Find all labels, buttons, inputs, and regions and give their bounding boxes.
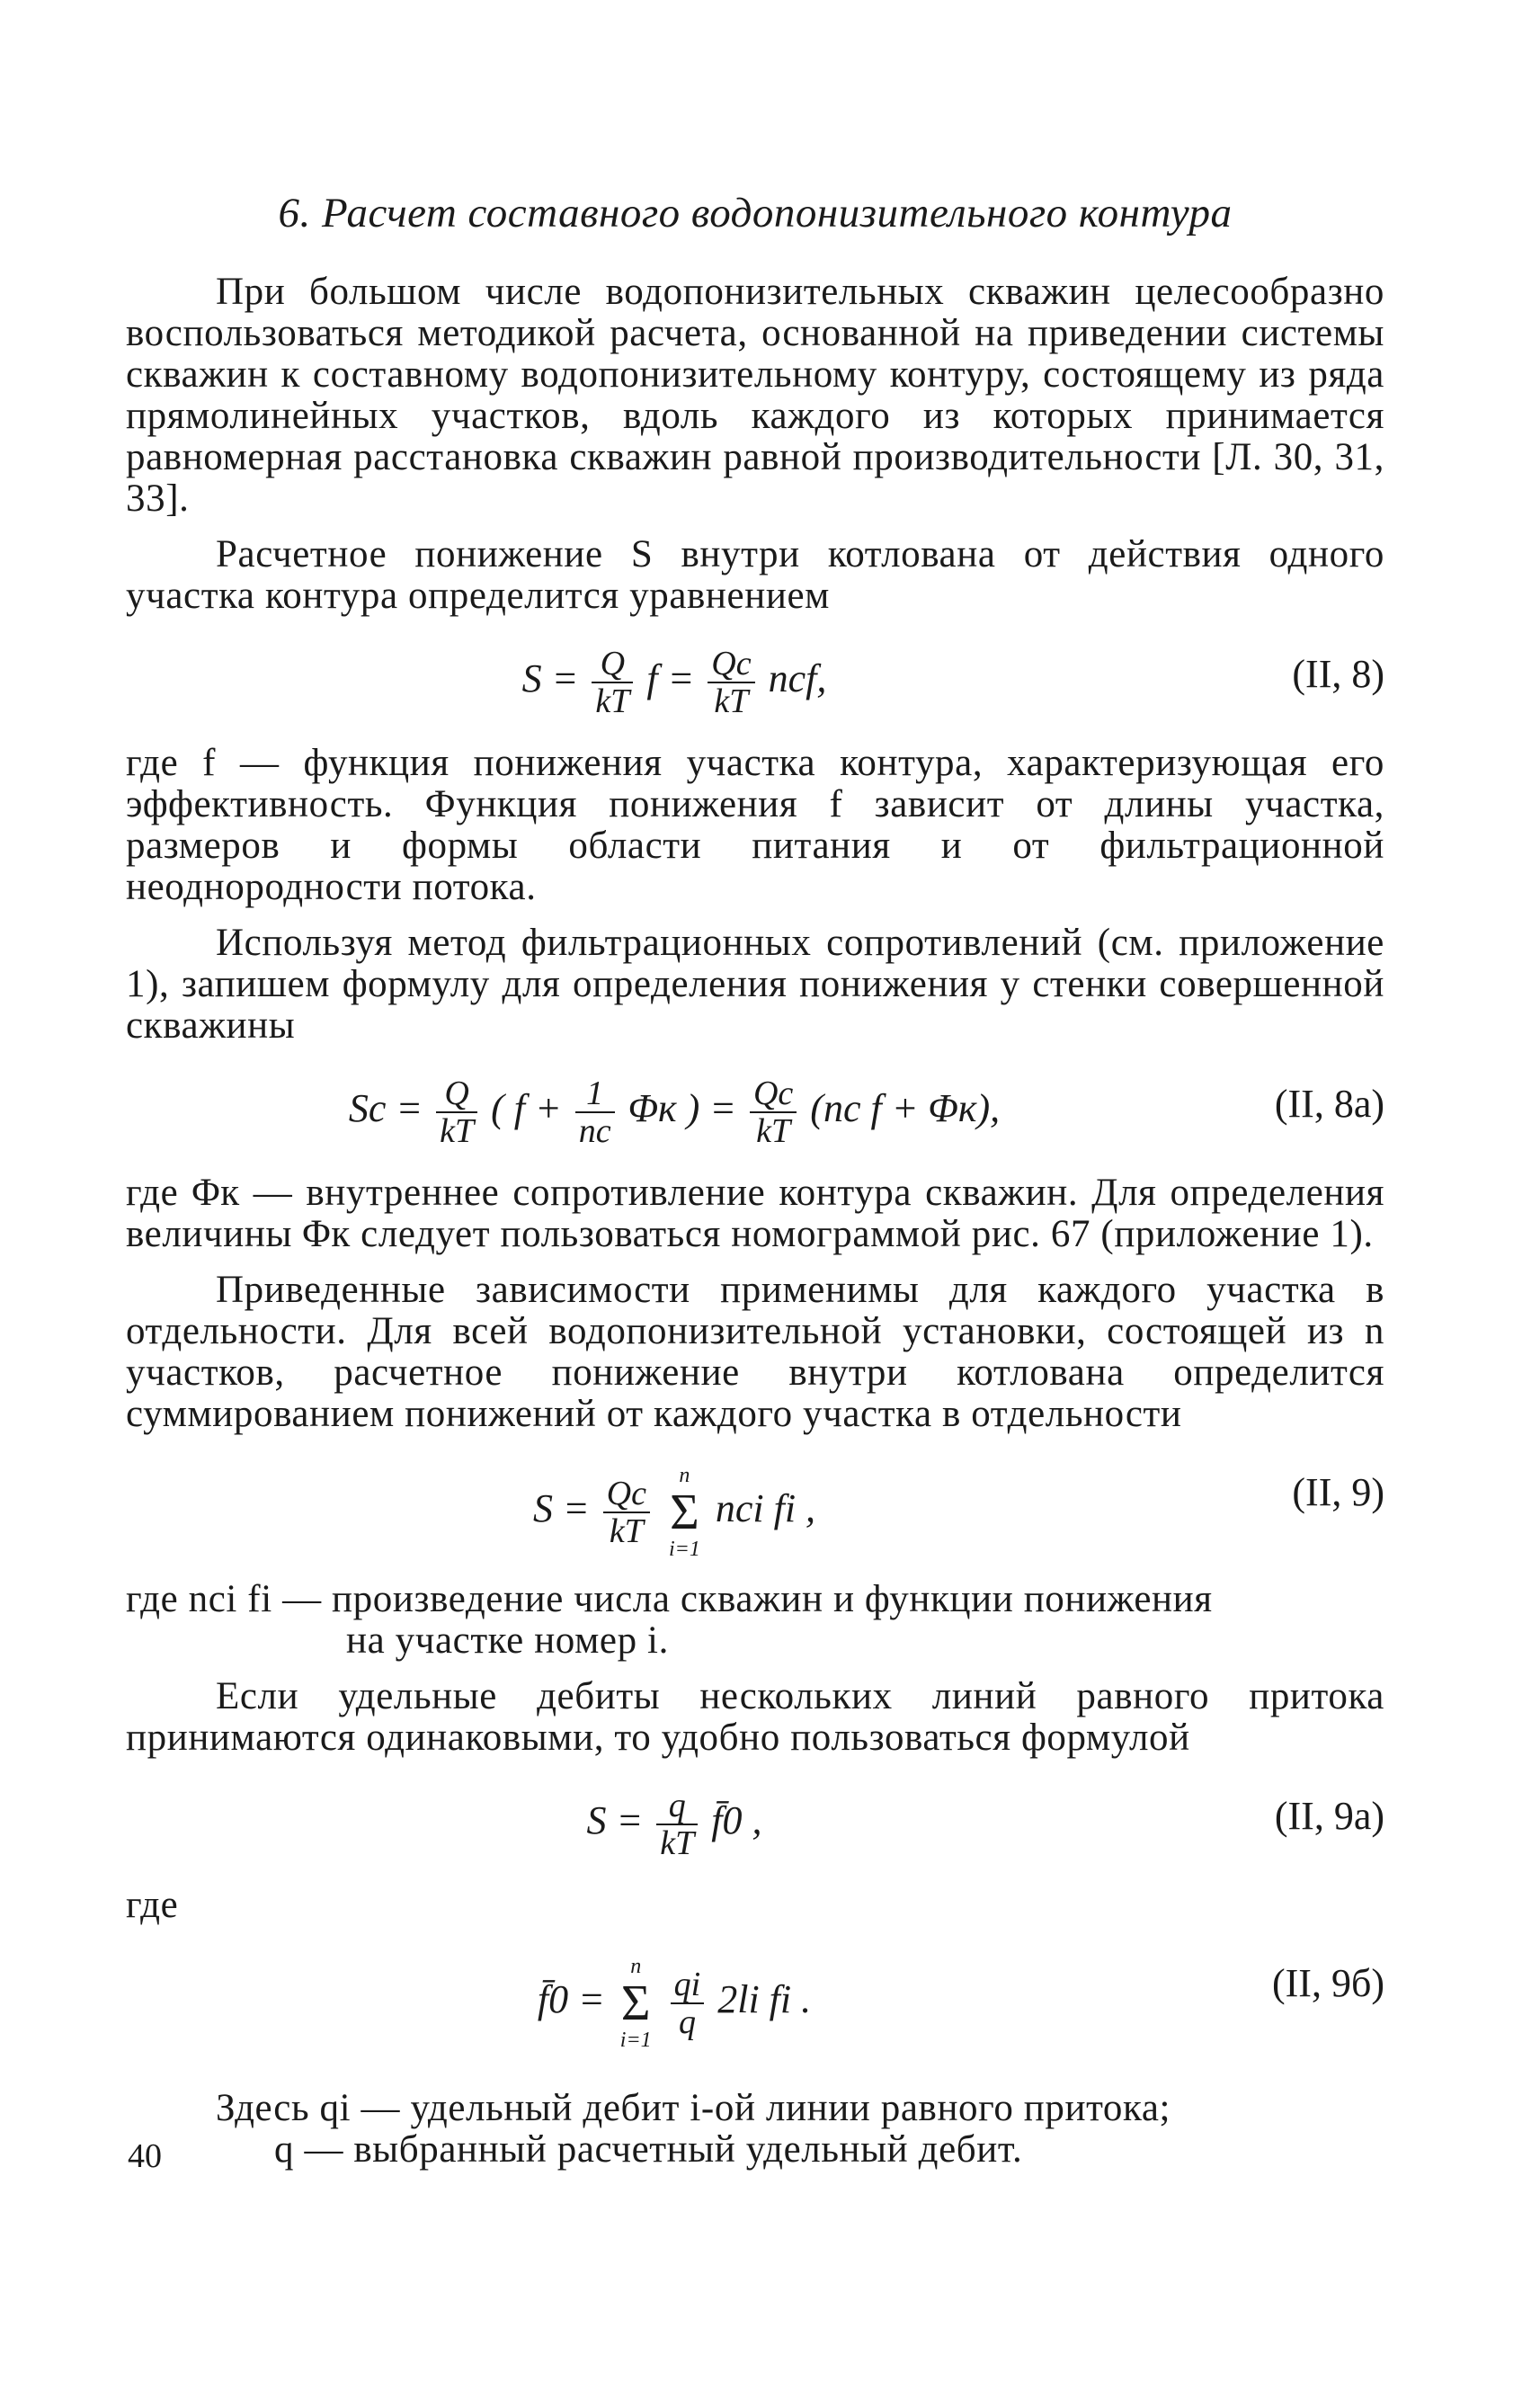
fraction-numerator: Q <box>436 1075 477 1113</box>
sigma-symbol: Σ <box>620 1975 651 2031</box>
paragraph-where-product-cont: на участке номер i. <box>346 1619 669 1662</box>
equation-II-9 <box>126 1446 1384 1563</box>
sum-lower-limit: i=1 <box>619 2029 652 2052</box>
summation <box>620 1955 652 2052</box>
fraction <box>603 1476 650 1549</box>
paragraph-here-q: q — выбранный расчетный удельный дебит. <box>274 2128 1023 2171</box>
equation-expression <box>126 1788 1223 1861</box>
fraction-denominator: kT <box>660 1824 695 1862</box>
page-body <box>126 189 1384 2171</box>
equation-number: (II, 9а) <box>1274 1794 1384 1838</box>
equation-expression <box>126 1955 1223 2052</box>
equation-II-9b <box>126 1937 1384 2072</box>
equation-number: (II, 9) <box>1292 1470 1384 1514</box>
equation-II-8a <box>126 1057 1384 1156</box>
section-heading: 6. Расчет составного водопонизительного контура <box>278 190 1233 236</box>
fraction-numerator: qi <box>671 1966 705 2004</box>
eq-term: f̄0 , <box>711 1798 762 1843</box>
fraction-denominator: kT <box>756 1112 791 1150</box>
fraction <box>750 1075 797 1149</box>
sum-upper-limit: n <box>679 1464 690 1487</box>
equation-expression <box>126 646 1223 719</box>
sum-lower-limit: i=1 <box>668 1538 700 1561</box>
eq-term: Φк ) = <box>628 1086 736 1131</box>
where-label: где <box>126 1884 179 1926</box>
eq-term: 2li fi . <box>717 1977 812 2022</box>
fraction <box>436 1075 477 1149</box>
fraction-denominator: kT <box>440 1112 475 1150</box>
fraction-numerator: Qс <box>750 1075 797 1113</box>
equation-number: (II, 9б) <box>1272 1961 1384 2005</box>
fraction <box>656 1788 698 1861</box>
summation <box>669 1464 700 1561</box>
fraction-numerator: q <box>656 1788 698 1825</box>
fraction-denominator: kT <box>714 682 749 720</box>
fraction-numerator: Q <box>592 646 633 683</box>
equation-expression <box>126 1464 1223 1561</box>
equation-number: (II, 8) <box>1292 652 1384 696</box>
paragraph-summation: Приведенные зависимости применимы для каждого участка в отдельности. Для всей водопонизительной установки, состоящей из n участков, расчетное понижение внутри котлована определится суммированием понижений от каждого участка в отдельности <box>126 1269 1384 1435</box>
eq-lhs: S = <box>586 1798 644 1843</box>
fraction-numerator: 1 <box>575 1075 615 1113</box>
fraction-numerator: Qс <box>603 1476 650 1513</box>
equation-number: (II, 8а) <box>1274 1082 1384 1126</box>
sum-upper-limit: n <box>630 1955 642 1978</box>
paragraph-here-qi: Здесь qi — удельный дебит i-ой линии равного притока; <box>216 2087 1171 2129</box>
eq-lhs: S = <box>521 656 579 701</box>
fraction <box>671 1966 705 2040</box>
paragraph-drawdown: Расчетное понижение S внутри котлована от действия одного участка контура определится уравнением <box>126 533 1384 617</box>
paragraph-equal-yields: Если удельные дебиты нескольких линий равного притока принимаются одинаковыми, то удобно пользоваться формулой <box>126 1675 1384 1759</box>
equation-II-8 <box>126 628 1384 727</box>
fraction-denominator: q <box>678 2003 696 2041</box>
sigma-symbol: Σ <box>670 1485 699 1540</box>
paragraph-internal-resistance: где Φк — внутреннее сопротивление контура скважин. Для определения величины Φк следует пользоваться номограммой рис. 67 (приложение 1). <box>126 1172 1384 1255</box>
eq-term: (nс f + Φк), <box>810 1086 1001 1131</box>
fraction-denominator: nс <box>578 1112 611 1150</box>
equation-II-9a <box>126 1770 1384 1868</box>
eq-term: nсf, <box>768 656 827 701</box>
eq-term: nсi fi , <box>715 1486 816 1531</box>
page-number: 40 <box>128 2137 162 2175</box>
paragraph-intro: При большом числе водопонизительных скважин целесообразно воспользоваться методикой расчета, основанной на приведении системы скважин к составному водопонизительному контуру, состоящему из ряда прямолинейных участков, вдоль каждого из которых принимается равномерная расстановка скважин равной производительности [Л. 30, 31, 33]. <box>126 271 1384 520</box>
fraction <box>592 646 633 719</box>
equation-expression <box>126 1075 1223 1149</box>
eq-lhs: Sс = <box>348 1086 423 1131</box>
fraction-denominator: kT <box>595 682 630 720</box>
fraction-numerator: Qс <box>708 646 754 683</box>
eq-term: f = <box>646 656 695 701</box>
eq-term: ( f + <box>491 1086 562 1131</box>
eq-lhs: S = <box>532 1486 590 1531</box>
fraction <box>575 1075 615 1149</box>
paragraph-where-product: где nсi fi — произведение числа скважин и функции понижения <box>126 1578 1213 1620</box>
paragraph-function-f: где f — функция понижения участка контура, характеризующая его эффективность. Функция понижения f зависит от длины участка, размеров и формы области питания и от фильтрационной неоднородности потока. <box>126 742 1384 908</box>
fraction-denominator: kT <box>609 1512 644 1550</box>
fraction <box>708 646 754 719</box>
eq-lhs: f̄0 = <box>537 1977 605 2022</box>
paragraph-resistance-method: Используя метод фильтрационных сопротивлений (см. приложение 1), запишем формулу для определения понижения у стенки совершенной скважины <box>126 922 1384 1047</box>
